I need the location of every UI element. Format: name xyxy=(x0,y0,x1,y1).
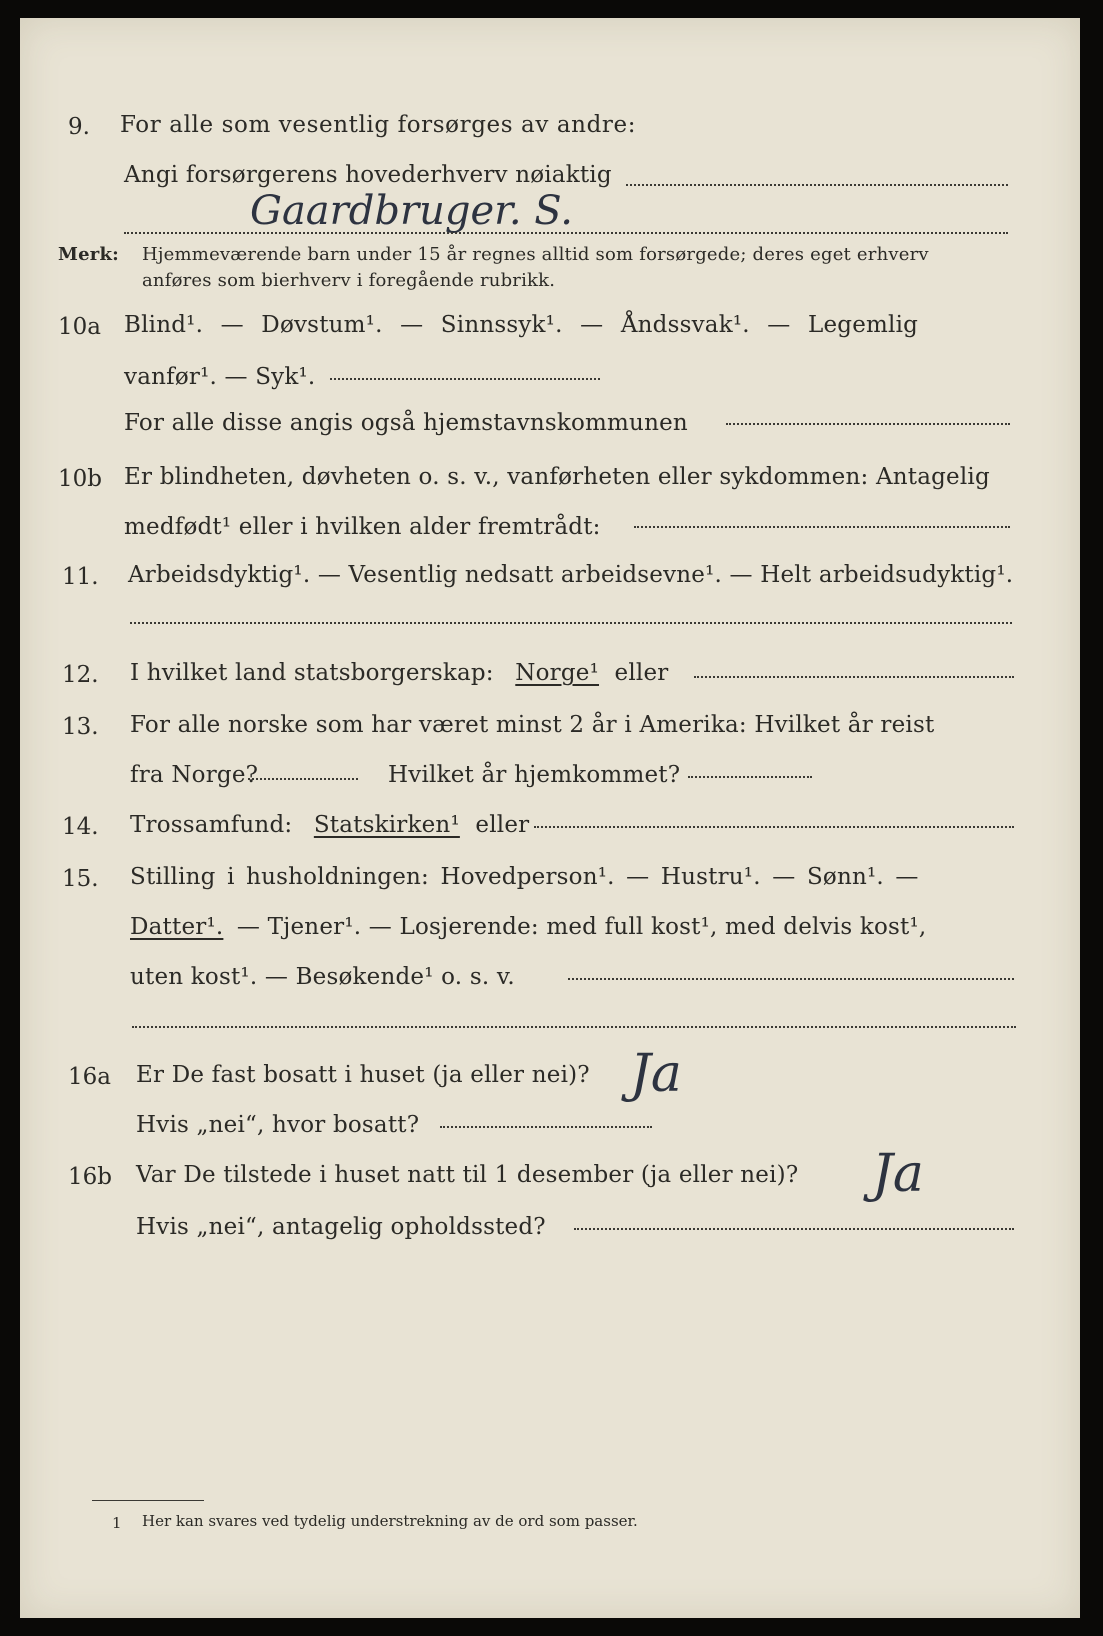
q13-line2b: Hvilket år hjemkommet? xyxy=(388,762,681,788)
q16b-line2: Hvis „nei“, antagelig opholdssted? xyxy=(136,1214,546,1240)
q10a-line2: vanfør¹. — Syk¹. xyxy=(124,364,316,390)
q15-line3: uten kost¹. — Besøkende¹ o. s. v. xyxy=(130,964,515,990)
q16a-line2: Hvis „nei“, hvor bosatt? xyxy=(136,1112,420,1138)
census-form-page xyxy=(20,18,1080,1618)
q9-line1: For alle som vesentlig forsørges av andre: xyxy=(120,112,637,138)
q14-statskirken-underlined: Statskirken¹ xyxy=(313,812,460,838)
q16a-number: 16a xyxy=(68,1064,111,1090)
q10b-line2: medfødt¹ eller i hvilken alder fremtrådt: xyxy=(124,514,601,540)
q11-number: 11. xyxy=(62,564,99,590)
q16b-line1: Var De tilstede i huset natt til 1 desember (ja eller nei)? xyxy=(136,1162,799,1188)
q9-line2: Angi forsørgerens hovederhverv nøiaktig xyxy=(124,162,612,188)
q15-line1: Stilling i husholdningen: Hovedperson¹. — Hustru¹. — Sønn¹. — xyxy=(130,864,919,890)
q16a-line1: Er De fast bosatt i huset (ja eller nei)? xyxy=(136,1062,590,1088)
q14-fill-line xyxy=(534,826,1014,828)
q12-fill-line xyxy=(694,676,1014,678)
q9-handwritten-answer: Gaardbruger. S. xyxy=(250,188,573,234)
q10a-number: 10a xyxy=(58,314,101,340)
q12-suffix: eller xyxy=(614,660,669,686)
q10a-fill-line-2 xyxy=(726,423,1010,425)
q10b-number: 10b xyxy=(58,466,102,492)
q12-line xyxy=(130,660,668,686)
q15-line2 xyxy=(130,914,926,940)
q11-fill-line xyxy=(130,622,1012,624)
q15-datter-underlined: Datter¹. xyxy=(130,914,224,940)
merk-line1: Hjemmeværende barn under 15 år regnes alltid som forsørgede; deres eget erhverv xyxy=(142,244,929,265)
merk-label: Merk: xyxy=(58,244,119,265)
q16a-handwritten-answer: Ja xyxy=(630,1044,682,1104)
q16b-number: 16b xyxy=(68,1164,112,1190)
q10b-line1: Er blindheten, døvheten o. s. v., vanførheten eller sykdommen: Antagelig xyxy=(124,464,990,490)
q14-suffix: eller xyxy=(475,812,530,838)
q13-line1: For alle norske som har været minst 2 år i Amerika: Hvilket år reist xyxy=(130,712,935,738)
q15-line2-rest: — Tjener¹. — Losjerende: med full kost¹, med delvis kost¹, xyxy=(236,914,927,940)
q9-fill-line-2 xyxy=(124,232,1008,234)
q15-fill-line-2 xyxy=(132,1026,1016,1028)
footnote-rule xyxy=(92,1500,204,1501)
q15-fill-line-1 xyxy=(568,978,1014,980)
q16b-fill-line xyxy=(574,1228,1014,1230)
q14-line xyxy=(130,812,529,838)
q13-number: 13. xyxy=(62,714,99,740)
footnote-mark: 1 xyxy=(112,1514,122,1532)
q10b-fill-line xyxy=(634,526,1010,528)
q16b-handwritten-answer: Ja xyxy=(872,1144,924,1204)
q13-fill-line-1 xyxy=(248,778,358,780)
q12-norge-underlined: Norge¹ xyxy=(515,660,600,686)
merk-line2: anføres som bierhverv i foregående rubrikk. xyxy=(142,270,556,291)
q12-number: 12. xyxy=(62,662,99,688)
q10a-fill-line-1 xyxy=(330,378,600,380)
q11-line1: Arbeidsdyktig¹. — Vesentlig nedsatt arbeidsevne¹. — Helt arbeidsudyktig¹. xyxy=(128,562,1014,588)
footnote-text: Her kan svares ved tydelig understrekning av de ord som passer. xyxy=(142,1512,638,1530)
q9-number: 9. xyxy=(68,114,90,140)
q13-fill-line-2 xyxy=(688,776,812,778)
q15-number: 15. xyxy=(62,866,99,892)
q14-number: 14. xyxy=(62,814,99,840)
q9-fill-line-1 xyxy=(626,184,1008,186)
q16a-fill-line xyxy=(440,1126,652,1128)
q13-line2a: fra Norge? xyxy=(130,762,259,788)
q10a-line1: Blind¹. — Døvstum¹. — Sinnssyk¹. — Åndssvak¹. — Legemlig xyxy=(124,312,919,338)
q14-prefix: Trossamfund: xyxy=(130,812,293,838)
q12-prefix: I hvilket land statsborgerskap: xyxy=(130,660,494,686)
q10a-line3: For alle disse angis også hjemstavnskommunen xyxy=(124,410,688,436)
